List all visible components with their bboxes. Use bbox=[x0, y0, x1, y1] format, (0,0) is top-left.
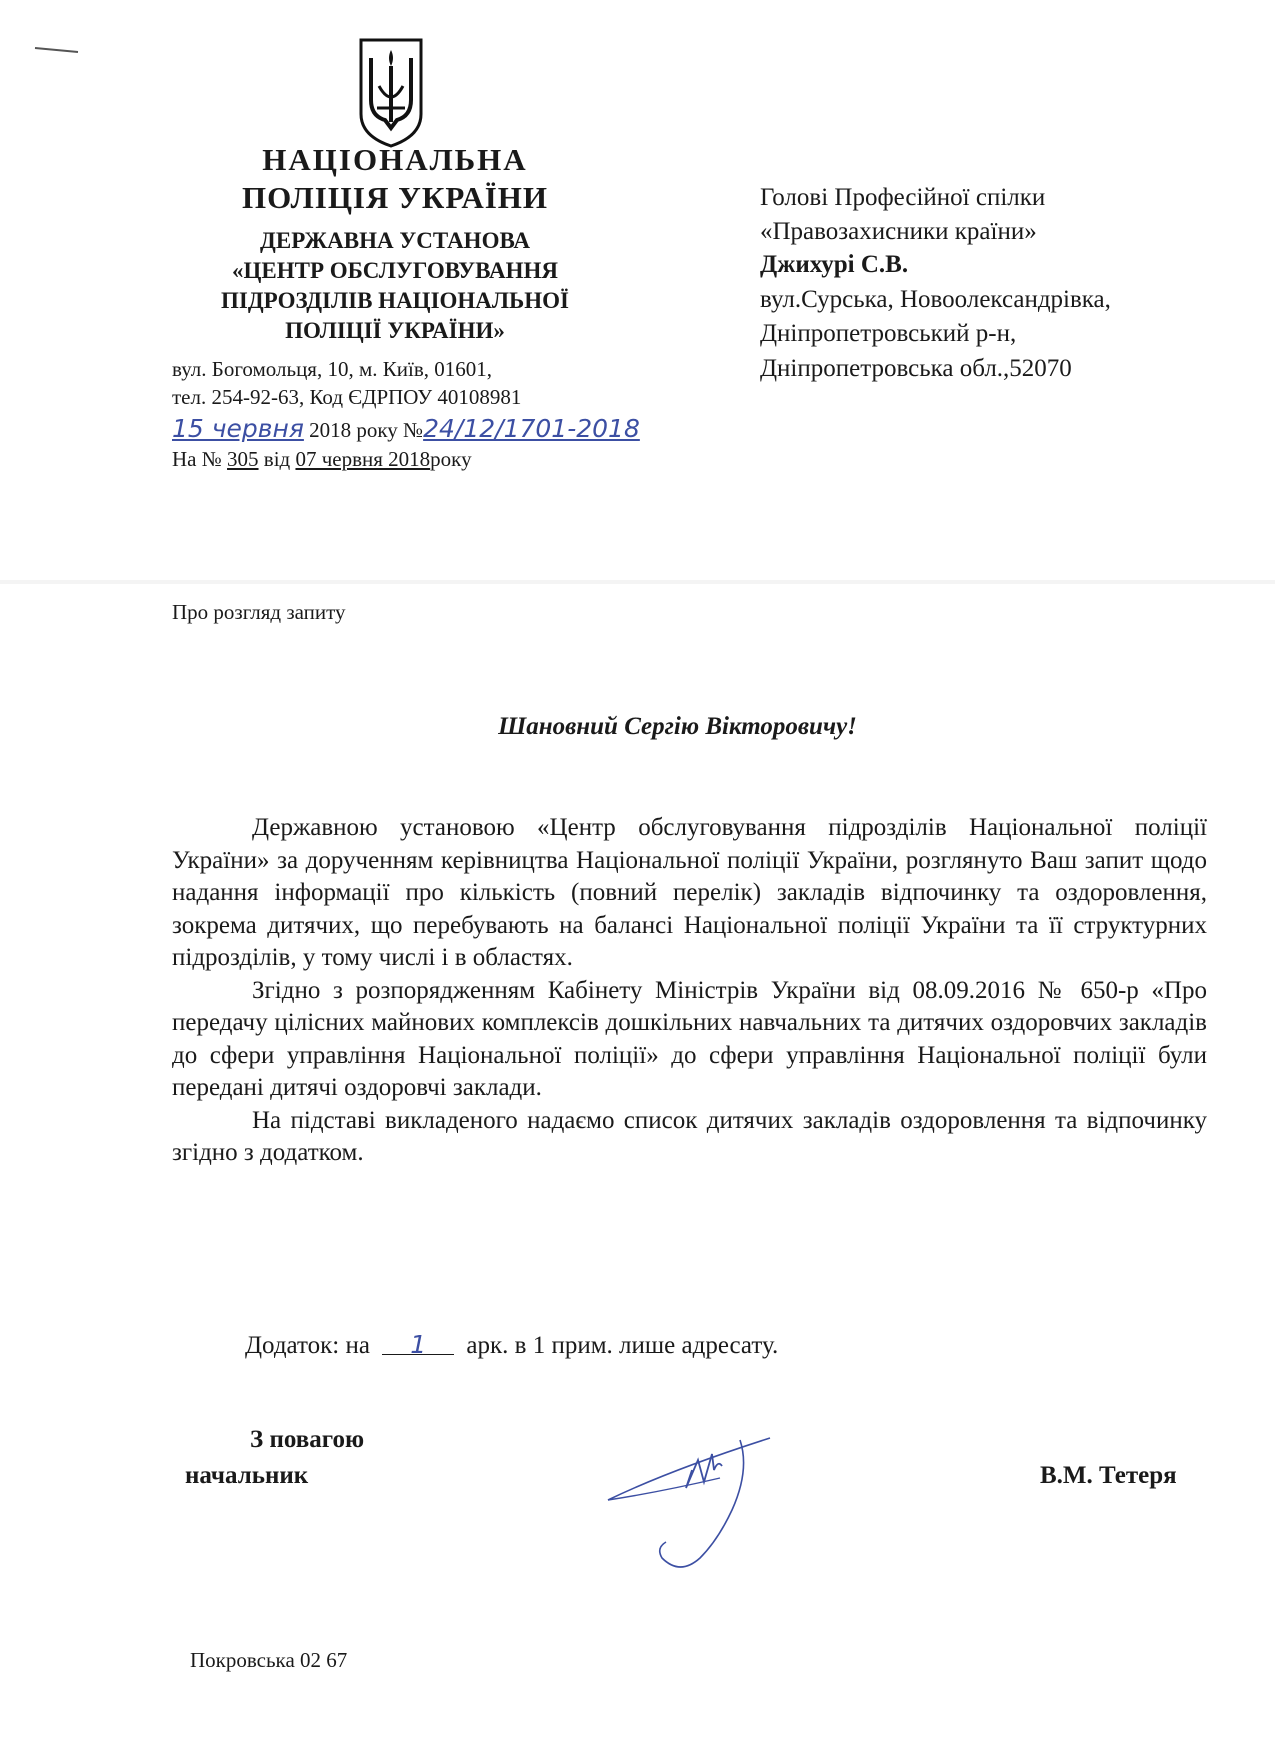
recipient-line4: вул.Сурська, Новоолександрівка, bbox=[760, 286, 1111, 313]
body-paragraph-3: На підставі викладеного надаємо список дитячих закладів оздоровлення та відпочинку згідно з додатком. bbox=[172, 1106, 1207, 1166]
recipient-line5: Дніпропетровський р-н, bbox=[760, 320, 1017, 347]
sender-address-line2: тел. 254-92-63, Код ЄДРПОУ 40108981 bbox=[172, 385, 522, 409]
reply-prefix: На № bbox=[172, 447, 222, 471]
handwritten-reg-number: 24/12/1701-2018 bbox=[423, 414, 640, 443]
handwritten-date: 15 червня bbox=[172, 414, 304, 443]
reply-from: від bbox=[263, 447, 291, 471]
sub-org-line1: ДЕРЖАВНА УСТАНОВА bbox=[260, 228, 530, 253]
signer-position: начальник bbox=[185, 1462, 309, 1489]
letter-subject: Про розгляд запиту bbox=[172, 600, 346, 624]
attachment-suffix: арк. в 1 прим. лише адресату. bbox=[466, 1332, 779, 1359]
sub-org-line3: ПІДРОЗДІЛІВ НАЦІОНАЛЬНОЇ bbox=[221, 288, 569, 313]
registration-year: 2018 року № bbox=[309, 418, 424, 442]
recipient-line6: Дніпропетровська обл.,52070 bbox=[760, 355, 1072, 382]
recipient-name: Джихурі С.В. bbox=[760, 251, 909, 278]
closing-phrase: З повагою bbox=[250, 1426, 365, 1453]
handwritten-signature-icon bbox=[600, 1430, 800, 1580]
coat-of-arms-icon bbox=[355, 36, 427, 150]
reply-suffix: року bbox=[430, 447, 472, 471]
body-paragraph-1: Державною установою «Центр обслуговування підрозділів Національної поліції України» за дорученням керівництва Національної поліції України, розглянуто Ваш запит щодо надання інформації про кількість (повний перелік) закладів відпочинку та оздоровлення, зокрема дитячих, що перебувають на балансі Національної поліції України та її структурних підрозділів, у тому числі і в областях. bbox=[172, 814, 1207, 971]
recipient-line2: «Правозахисники країни» bbox=[760, 218, 1037, 245]
org-name-line2: ПОЛІЦІЯ УКРАЇНИ bbox=[241, 180, 549, 215]
sender-address-line1: вул. Богомольця, 10, м. Київ, 01601, bbox=[172, 357, 493, 381]
body-paragraph-2: Згідно з розпорядженням Кабінету Міністрів України від 08.09.2016 № 650-р «Про передачу цілісних майнових комплексів дошкільних навчальних та дитячих оздоровчих закладів до сфери управління Національної поліції» до сфери управління Національної поліції були передані дитячі оздоровчі заклади. bbox=[172, 976, 1207, 1101]
attachment-line bbox=[245, 1330, 778, 1360]
reply-reference-line bbox=[172, 446, 472, 472]
handwritten-attachment-count: 1 bbox=[410, 1330, 427, 1359]
sub-org-line4: ПОЛІЦІЇ УКРАЇНИ» bbox=[285, 318, 505, 343]
org-name-line1: НАЦІОНАЛЬНА bbox=[262, 142, 528, 177]
executor-note: Покровська 02 67 bbox=[190, 1648, 348, 1672]
reply-date: 07 червня 2018 bbox=[295, 447, 431, 471]
signer-name: В.М. Тетеря bbox=[1040, 1462, 1177, 1489]
recipient-line1: Голові Професійної спілки bbox=[760, 184, 1046, 211]
attachment-prefix: Додаток: на bbox=[245, 1332, 370, 1359]
sub-org-line2: «ЦЕНТР ОБСЛУГОВУВАННЯ bbox=[232, 258, 558, 283]
reply-number: 305 bbox=[227, 447, 259, 471]
letter-body bbox=[172, 812, 1207, 1170]
registration-line bbox=[172, 416, 640, 443]
salutation: Шановний Сергію Вікторовичу! bbox=[498, 713, 857, 740]
